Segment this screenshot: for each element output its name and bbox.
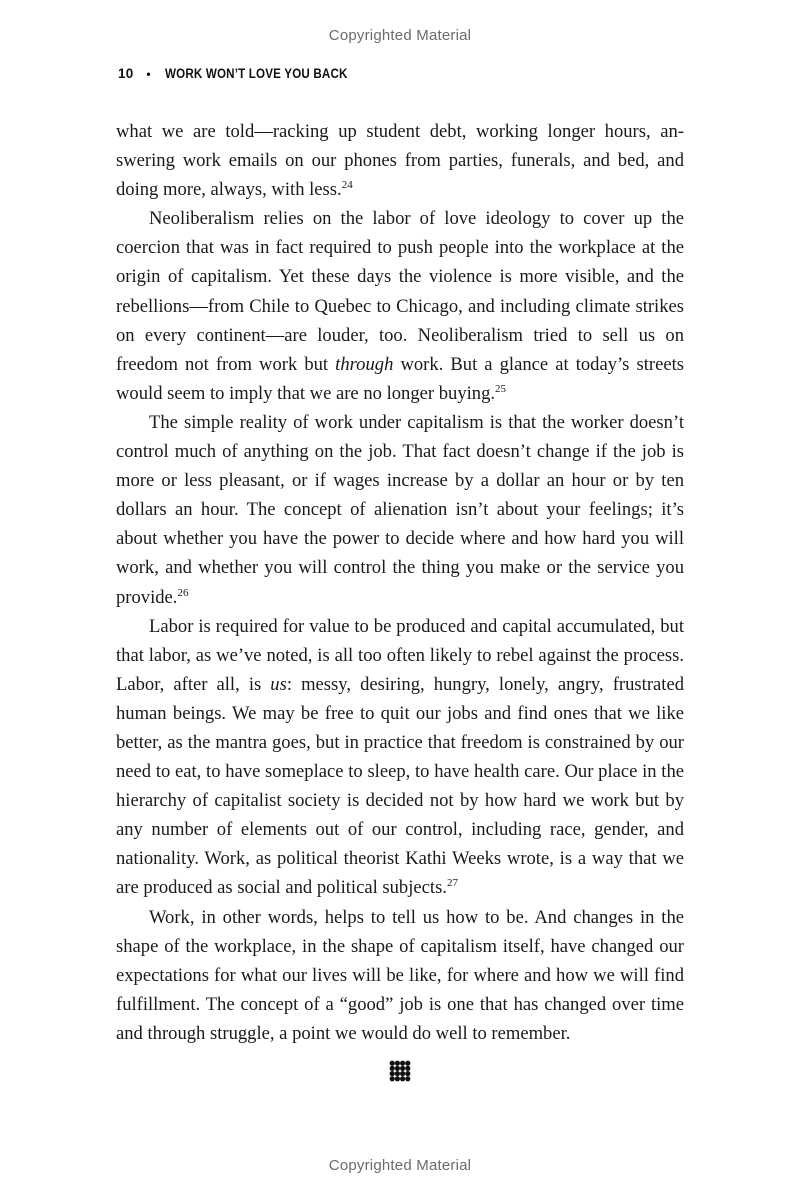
section-break-ornament-icon: [389, 1060, 411, 1082]
footnote-reference: 25: [495, 382, 507, 395]
book-title: WORK WON’T LOVE YOU BACK: [164, 66, 348, 81]
text-run: The simple reality of work under capitalism is that the worker doesn’t control much of anything on the job. That fact doesn’t change if the job is more or less pleasant, or if wages increase by a dollar an hour or by ten dollars an hour. The concept of alienation isn’t about your feelings; it’s about whether you have the power to decide where and how hard you will work, and whether you will control the thing you make or the service you provide.: [116, 411, 684, 608]
body-text: [116, 117, 684, 1048]
copyright-watermark-top: Copyrighted Material: [328, 27, 472, 44]
emphasis-text: us: [270, 673, 287, 695]
paragraph: [116, 903, 684, 1048]
text-run: : messy, desiring, hungry, lonely, angry, frustrated human beings. We may be free to quit our jobs and find ones that we like better, as the mantra goes, but in practice that freedom is constrained by our need to eat, to have someplace to sleep, to have health care. Our place in the hierarchy of capitalist society is decided not by how hard we work but by any number of elements out of our control, including race, gender, and nationality. Work, as political theorist Kathi Weeks wrote, is a way that we are produced as social and political subjects.: [116, 673, 684, 899]
text-run: what we are told—racking up student debt, working longer hours, answering work emails on our phones from parties, funerals, and bed, and doing more, always, with less.: [116, 121, 684, 201]
copyright-watermark-bottom: Copyrighted Material: [328, 1157, 472, 1174]
footnote-reference: 27: [446, 877, 458, 890]
paragraph: [116, 612, 684, 903]
emphasis-text: through: [335, 353, 394, 375]
header-bullet: •: [146, 66, 151, 81]
paragraph: [116, 117, 684, 204]
footnote-reference: 24: [341, 179, 353, 192]
text-run: Work, in other words, helps to tell us how to be. And changes in the shape of the workplace, in the shape of capitalism itself, have changed our expectations for what our lives will be like, for where and how we will find fulfillment. The concept of a “good” job is one that has changed over time and through struggle, a point we would do well to remember.: [116, 906, 684, 1044]
page-number: 10: [118, 66, 134, 81]
paragraph: [116, 204, 684, 408]
text-run: Labor is required for value to be produced and capital accumulated, but that labor, as we’ve noted, is all too often likely to rebel against the process. Labor, after all, is: [116, 615, 684, 695]
footnote-reference: 26: [177, 586, 189, 599]
text-run: work. But a glance at today’s streets would seem to imply that we are no longer buying.: [116, 353, 684, 404]
paragraph: [116, 408, 684, 612]
text-run: Neoliberalism relies on the labor of love ideology to cover up the coercion that was in fact required to push people into the workplace at the origin of capitalism. Yet these days the violence is more visible, and the rebellions—from Chile to Quebec to Chicago, and including climate strikes on every continent—are louder, too. Neoliberalism tried to sell us on freedom not from work but: [116, 208, 684, 375]
running-header: [118, 66, 377, 81]
